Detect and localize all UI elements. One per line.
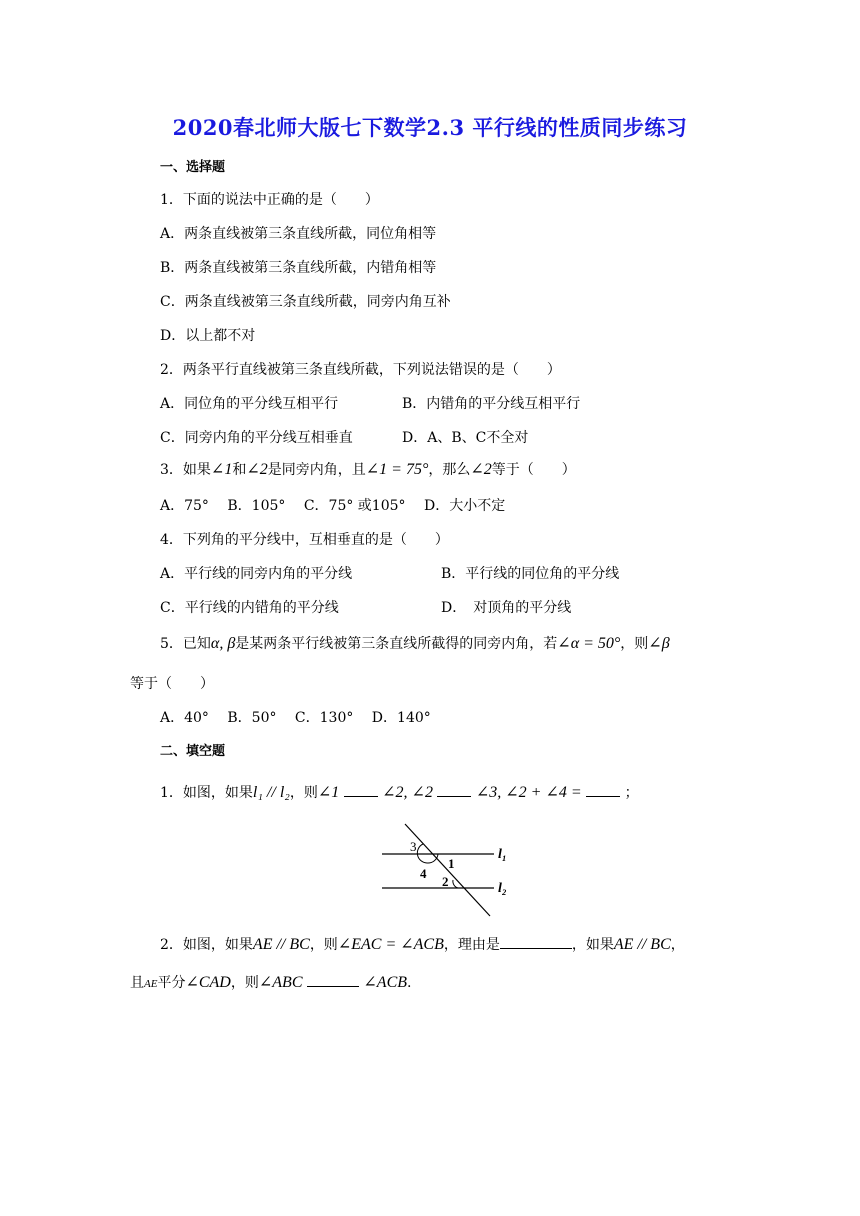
- fill-1-stem: [160, 782, 639, 803]
- angle-label-2: 2: [442, 874, 449, 889]
- question-4-option-a: A．平行线的同旁内角的平分线: [160, 566, 353, 582]
- f2-text-1: 2．如图，如果: [160, 937, 253, 953]
- fill-1-blank-3[interactable]: [586, 782, 620, 797]
- question-1-option-c: C．两条直线被第三条直线所截，同旁内角互补: [160, 294, 451, 310]
- angle-label-4: 4: [420, 866, 427, 881]
- question-2-stem: 2．两条平行直线被第三条直线所截，下列说法错误的是（ ）: [160, 362, 561, 378]
- question-3-options: A．75° B．105° C．75° 或105° D．大小不定: [160, 498, 506, 514]
- q3-text-5: 等于（ ）: [491, 462, 576, 478]
- f2-math-ae: AE: [144, 978, 158, 990]
- f2-math-angle-acb: ∠ACB: [363, 974, 408, 991]
- question-2-option-a: A．同位角的平分线互相平行: [160, 396, 339, 412]
- f2-text-3: ，理由是: [443, 937, 500, 953]
- q3-math-angle1: ∠1: [210, 461, 233, 478]
- question-4-option-d: D． 对顶角的平分线: [441, 600, 572, 616]
- question-2-option-d: D．A、B、C不全对: [402, 430, 529, 446]
- question-1-stem: 1．下面的说法中正确的是（ ）: [160, 192, 379, 208]
- f2-math-parallel-1: AE // BC: [252, 936, 310, 953]
- f2-math-angle-cad: ∠CAD: [185, 974, 231, 991]
- q3-text-1: 3．如果: [160, 462, 211, 478]
- q3-text-2: 和: [232, 462, 247, 478]
- fill-1-blank-1[interactable]: [344, 782, 378, 797]
- question-1-option-b: B．两条直线被第三条直线所截，内错角相等: [160, 260, 437, 276]
- q5-math-alpha-beta: α, β: [210, 635, 236, 652]
- q5-text-3: ，则: [620, 636, 649, 652]
- f1-math-angle3-sum: ∠3, ∠2 + ∠4 =: [475, 784, 582, 801]
- q5-text-1: 5．已知: [160, 636, 211, 652]
- f1-math-parallel: l₁ // l₂: [252, 784, 290, 801]
- f2-text-8: ，则: [230, 975, 259, 991]
- f2-text-5: ，: [670, 937, 685, 953]
- f2-text-2: ，则: [309, 937, 338, 953]
- question-4-stem: 4．下列角的平分线中，互相垂直的是（ ）: [160, 532, 449, 548]
- question-5-stem-continued: 等于（ ）: [130, 676, 214, 692]
- q3-math-equation: ∠1 = 75°: [365, 461, 429, 478]
- q3-text-3: 是同旁内角，且: [267, 462, 366, 478]
- fill-2-stem: [160, 934, 685, 955]
- fill-2-blank-relation[interactable]: [307, 972, 359, 987]
- angle-label-1: 1: [448, 856, 455, 871]
- q3-math-angle2: ∠2: [246, 461, 268, 478]
- line-label-l2: l₂: [498, 881, 507, 896]
- fill-2-stem-continued: [130, 972, 411, 994]
- q3-text-4: ，那么: [428, 462, 471, 478]
- f2-text-4: ，如果: [571, 937, 614, 953]
- question-2-option-c: C．同旁内角的平分线互相垂直: [160, 430, 353, 446]
- line-label-l1: l₁: [498, 847, 507, 862]
- question-5-stem: [160, 634, 670, 654]
- f1-math-angle1: ∠1: [317, 784, 340, 801]
- f1-text-3: ；: [624, 785, 639, 801]
- question-1-option-a: A．两条直线被第三条直线所截，同位角相等: [160, 226, 437, 242]
- question-3-stem: [160, 460, 576, 480]
- f2-text-7: 平分: [157, 975, 186, 991]
- f1-text-2: ，则: [289, 785, 318, 801]
- q5-math-alpha-value: ∠α = 50°: [557, 635, 621, 652]
- q5-text-2: 是某两条平行线被第三条直线所截得的同旁内角，若: [235, 636, 558, 652]
- fill-1-blank-2[interactable]: [437, 782, 471, 797]
- q3-math-angle2b: ∠2: [470, 461, 492, 478]
- q5-math-beta: ∠β: [648, 635, 670, 652]
- f1-math-angle2: ∠2, ∠2: [382, 784, 433, 801]
- f2-math-angle-equation: ∠EAC = ∠ACB: [337, 936, 444, 953]
- f1-text-1: 1．如图，如果: [160, 785, 253, 801]
- f2-text-9: .: [407, 975, 412, 991]
- section-heading-fill: 二、填空题: [160, 744, 226, 759]
- question-4-option-c: C．平行线的内错角的平分线: [160, 600, 339, 616]
- question-5-options: A．40° B．50° C．130° D．140°: [160, 710, 431, 726]
- fill-2-blank-reason[interactable]: [500, 934, 572, 949]
- angle-label-3: 3: [410, 839, 417, 854]
- f2-text-6: 且: [130, 975, 144, 991]
- section-heading-choice: 一、选择题: [160, 160, 226, 175]
- question-1-option-d: D．以上都不对: [160, 328, 256, 344]
- f2-math-parallel-2: AE // BC: [613, 936, 671, 953]
- page-title: 2020春北师大版七下数学2.3 平行线的性质同步练习: [172, 115, 688, 140]
- question-4-option-b: B．平行线的同位角的平分线: [441, 566, 620, 582]
- parallel-lines-figure: [378, 818, 518, 918]
- question-2-option-b: B．内错角的平分线互相平行: [402, 396, 581, 412]
- f2-math-angle-abc: ∠ABC: [258, 974, 303, 991]
